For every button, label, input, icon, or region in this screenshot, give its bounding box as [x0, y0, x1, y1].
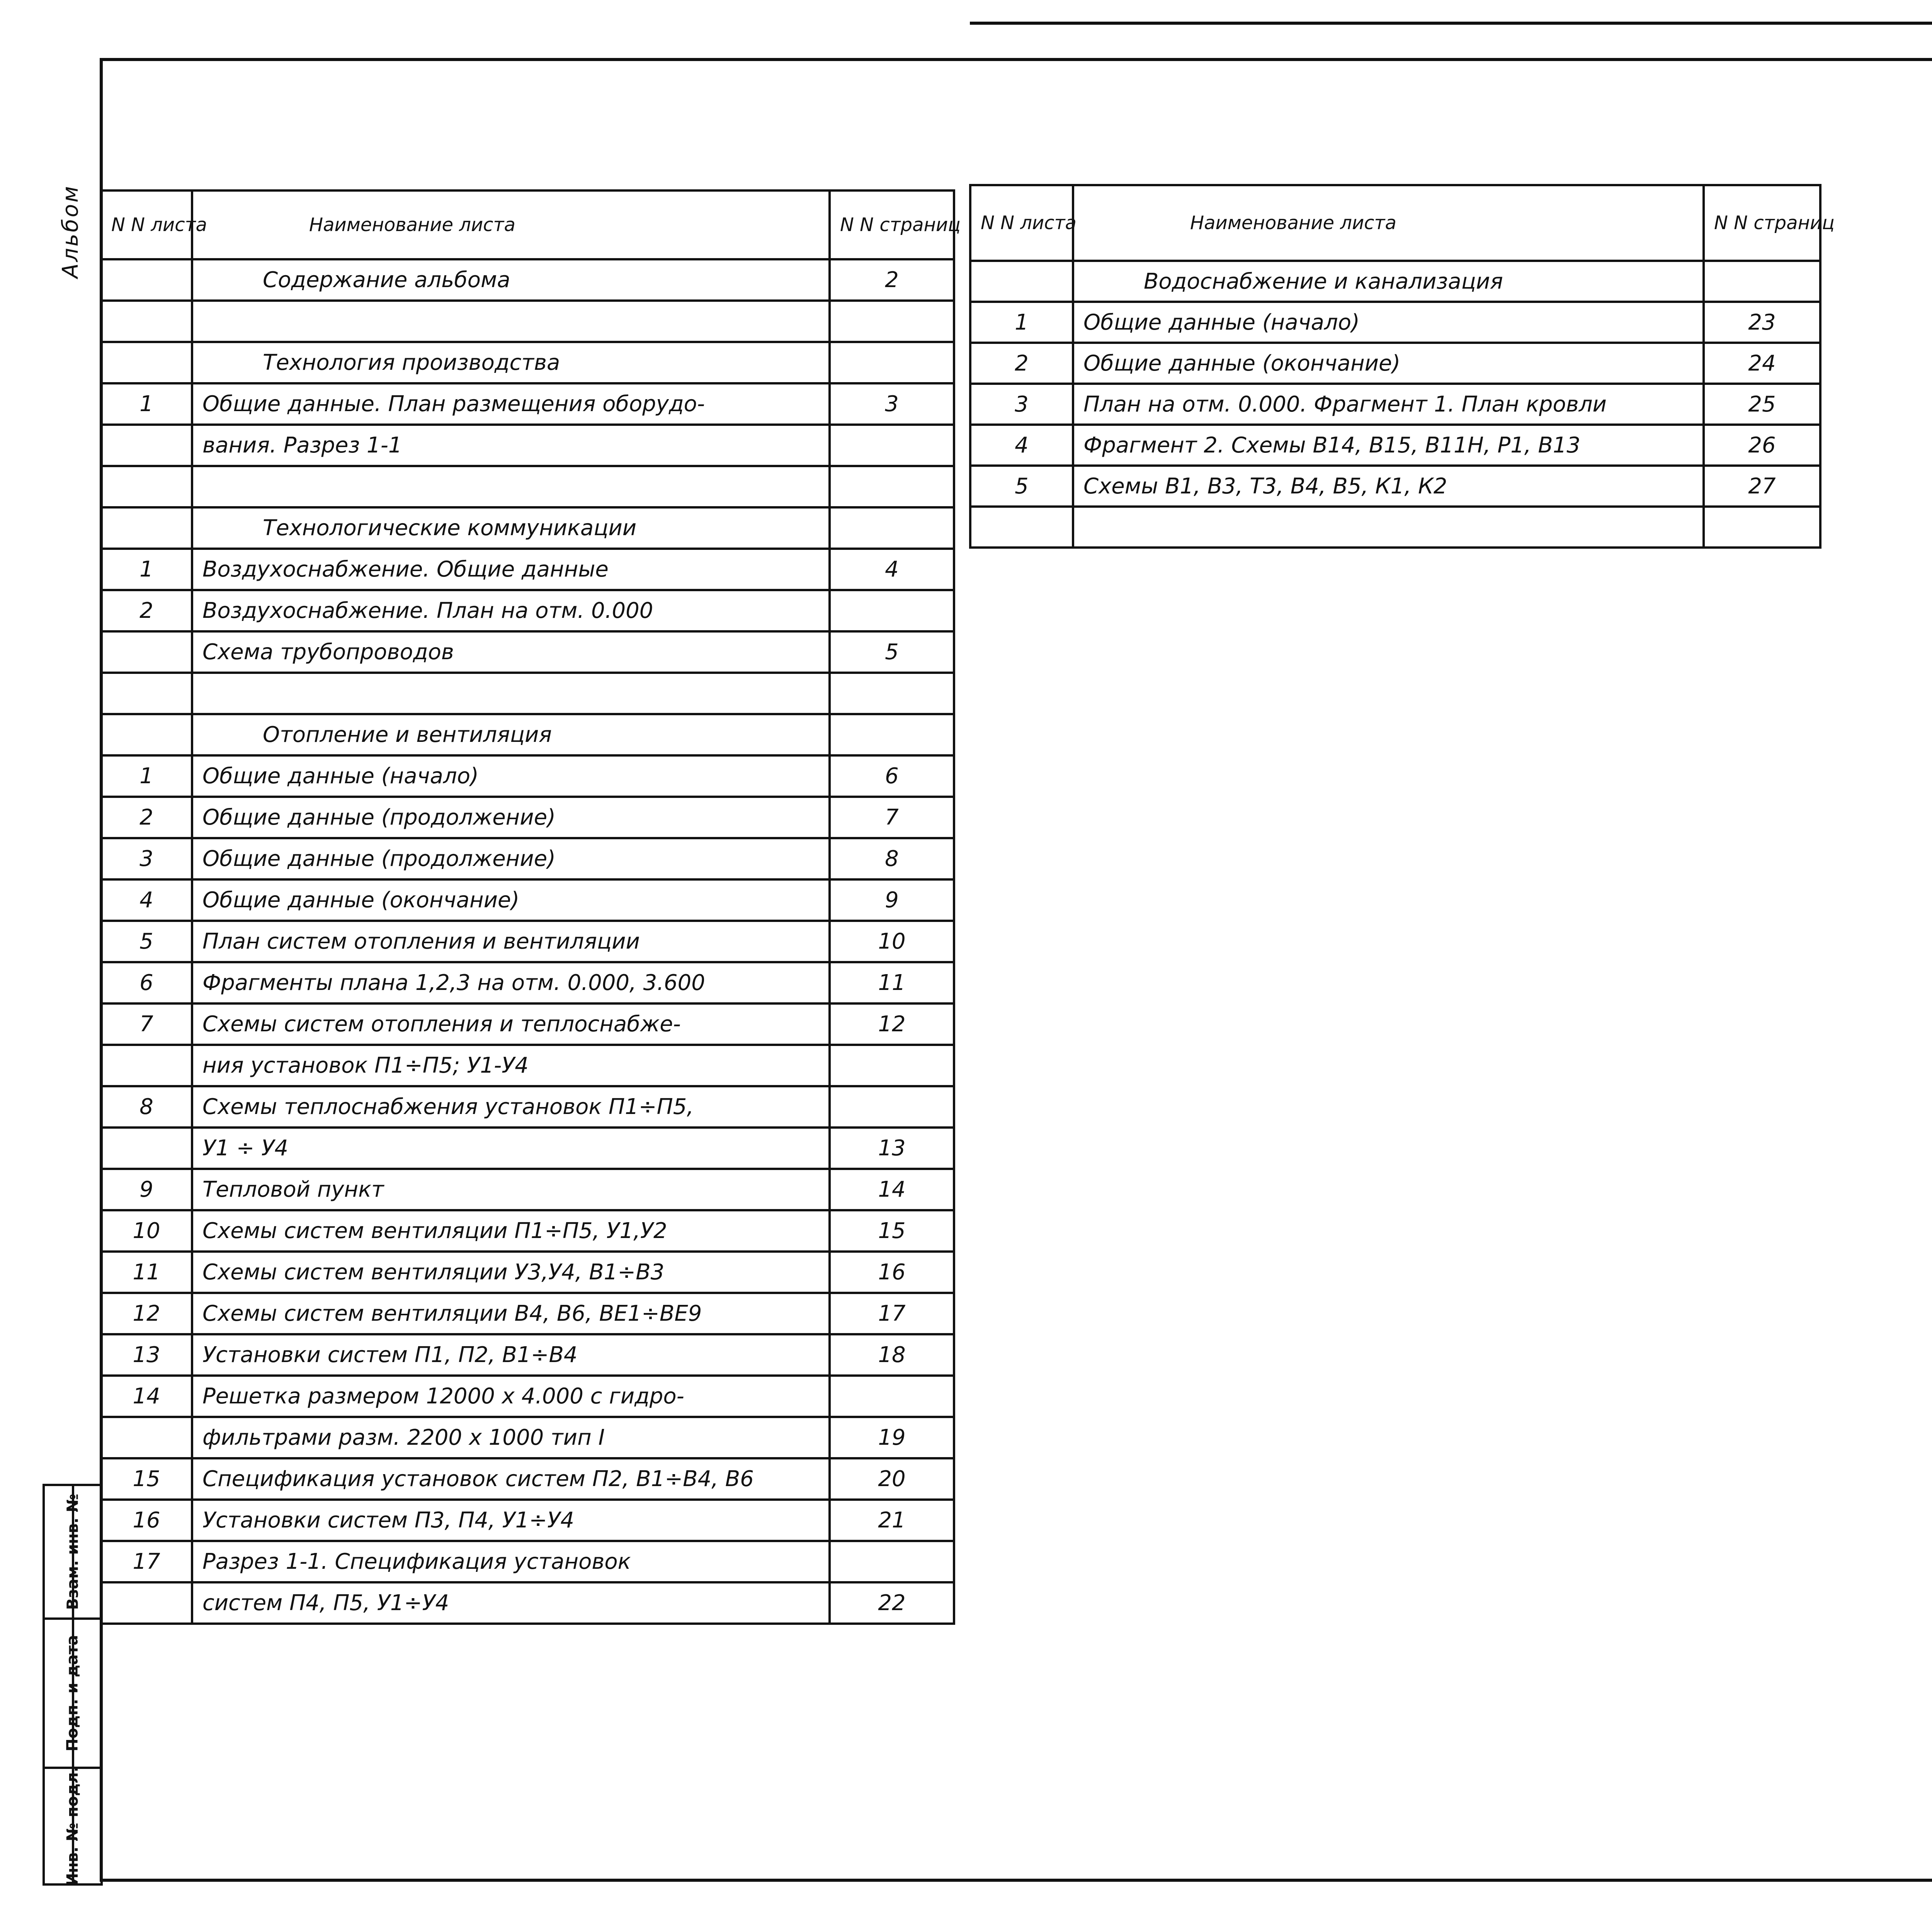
sheet-name-cell [1073, 507, 1704, 548]
page-num-cell [830, 342, 954, 383]
stamp-podp-data [45, 1620, 100, 1767]
sheet-name-cell: Общие данные (начало) [1073, 302, 1704, 343]
sheet-num-cell: 5 [101, 921, 192, 962]
table-row [101, 1376, 954, 1417]
sheet-name-cell: У1 ÷ У4 [192, 1128, 830, 1169]
table-row [101, 342, 954, 383]
sheet-num-cell: 1 [970, 302, 1073, 343]
sheet-name-cell: Общие данные. План размещения оборудо- [192, 383, 830, 425]
sheet-name-cell: Тепловой пункт [192, 1169, 830, 1210]
sheet-num-cell: 7 [101, 1003, 192, 1045]
page-num-cell: 23 [1704, 302, 1820, 343]
table-row [970, 302, 1820, 343]
sheet-num-cell: 5 [970, 466, 1073, 507]
sheet-num-cell [101, 425, 192, 466]
sheet-num-cell [101, 1045, 192, 1086]
sheet-name-cell: Схемы систем вентиляции В4, В6, ВЕ1÷ВЕ9 [192, 1293, 830, 1334]
table-row [101, 259, 954, 301]
sheet-num-cell: 15 [101, 1458, 192, 1500]
table-row [101, 1582, 954, 1624]
header-page-num: N N страниц [830, 190, 954, 259]
page-num-cell: 14 [830, 1169, 954, 1210]
contents-table-right [969, 184, 1835, 549]
table-row [101, 507, 954, 549]
sheet-num-cell [101, 507, 192, 549]
table-row [101, 301, 954, 342]
sheet-name-cell: Разрез 1-1. Спецификация установок [192, 1541, 830, 1582]
sheet-num-cell [101, 1417, 192, 1458]
sheet-name-cell: систем П4, П5, У1÷У4 [192, 1582, 830, 1624]
table-row [101, 1500, 954, 1541]
page-num-cell: 7 [830, 797, 954, 838]
page-num-cell: 9 [830, 879, 954, 921]
sheet-num-cell [101, 714, 192, 755]
sheet-num-cell: 12 [101, 1293, 192, 1334]
sheet-name-cell: Водоснабжение и канализация [1073, 261, 1704, 302]
table-row [101, 1086, 954, 1128]
page-num-cell: 18 [830, 1334, 954, 1376]
page-num-cell [1704, 507, 1820, 548]
page-num-cell: 27 [1704, 466, 1820, 507]
page-num-cell: 3 [830, 383, 954, 425]
sheet-name-cell: фильтрами разм. 2200 х 1000 тип I [192, 1417, 830, 1458]
sheet-name-cell: Схемы теплоснабжения установок П1÷П5, [192, 1086, 830, 1128]
table-row [101, 549, 954, 590]
sheet-name-cell: Решетка размером 12000 х 4.000 с гидро- [192, 1376, 830, 1417]
table-row [101, 755, 954, 797]
header-sheet-num: N N листа [970, 185, 1073, 261]
page-num-cell: 19 [830, 1417, 954, 1458]
sheet-name-cell: Схемы систем вентиляции У3,У4, В1÷В3 [192, 1252, 830, 1293]
sheet-num-cell [101, 342, 192, 383]
sheet-name-cell [192, 466, 830, 507]
sheet-num-cell: 13 [101, 1334, 192, 1376]
page-num-cell: 25 [1704, 384, 1820, 425]
sheet-num-cell [101, 1128, 192, 1169]
sheet-num-cell: 4 [970, 425, 1073, 466]
sheet-name-cell: Воздухоснабжение. Общие данные [192, 549, 830, 590]
table-header [101, 190, 954, 259]
page-num-cell: 26 [1704, 425, 1820, 466]
table-row [101, 673, 954, 714]
page-num-cell [830, 1541, 954, 1582]
sheet-num-cell [101, 1582, 192, 1624]
sheet-num-cell: 1 [101, 549, 192, 590]
page-num-cell [830, 507, 954, 549]
sheet-name-cell: Общие данные (продолжение) [192, 838, 830, 879]
stamp-vzam-inv [45, 1486, 100, 1617]
sheet-name-cell: Спецификация установок систем П2, В1÷В4, В6 [192, 1458, 830, 1500]
header-page-num: N N страниц [1704, 185, 1820, 261]
page-num-cell [830, 1086, 954, 1128]
top-border-line [970, 22, 1932, 25]
table-row [101, 1293, 954, 1334]
sheet-name-cell: вания. Разрез 1-1 [192, 425, 830, 466]
sheet-num-cell [101, 631, 192, 673]
table-row [101, 962, 954, 1003]
sheet-name-cell: Установки систем П1, П2, В1÷В4 [192, 1334, 830, 1376]
sheet-name-cell: План на отм. 0.000. Фрагмент 1. План кровли [1073, 384, 1704, 425]
page-num-cell: 12 [830, 1003, 954, 1045]
table-row [970, 507, 1820, 548]
table-row [101, 1458, 954, 1500]
page-num-cell [830, 1045, 954, 1086]
sheet-name-cell: ния установок П1÷П5; У1-У4 [192, 1045, 830, 1086]
page-num-cell: 10 [830, 921, 954, 962]
sheet-name-cell: Отопление и вентиляция [192, 714, 830, 755]
table-row [101, 714, 954, 755]
sheet-num-cell [970, 261, 1073, 302]
page-num-cell [830, 301, 954, 342]
sheet-num-cell: 11 [101, 1252, 192, 1293]
sheet-num-cell: 2 [970, 343, 1073, 384]
sheet-name-cell: Схемы систем отопления и теплоснабже- [192, 1003, 830, 1045]
header-sheet-num: N N листа [101, 190, 192, 259]
contents-table-left [100, 189, 961, 1625]
sheet-name-cell: Схемы систем вентиляции П1÷П5, У1,У2 [192, 1210, 830, 1252]
table-row [970, 261, 1820, 302]
sheet-name-cell: Фрагменты плана 1,2,3 на отм. 0.000, 3.600 [192, 962, 830, 1003]
sheet-num-cell: 1 [101, 383, 192, 425]
table-row [101, 631, 954, 673]
page-num-cell: 13 [830, 1128, 954, 1169]
page-num-cell [830, 673, 954, 714]
page-num-cell [830, 425, 954, 466]
table-row [101, 797, 954, 838]
sheet-num-cell: 6 [101, 962, 192, 1003]
sheet-num-cell: 17 [101, 1541, 192, 1582]
table-row [101, 425, 954, 466]
page-num-cell: 8 [830, 838, 954, 879]
table-row [101, 1169, 954, 1210]
sheet-num-cell: 1 [101, 755, 192, 797]
page-num-cell: 20 [830, 1458, 954, 1500]
sheet-name-cell: Технологические коммуникации [192, 507, 830, 549]
sheet-name-cell: Установки систем П3, П4, У1÷У4 [192, 1500, 830, 1541]
stamp-inv-podl-text: Инв. № подл. [64, 1766, 82, 1886]
sheet-name-cell: Схемы В1, В3, Т3, В4, В5, К1, К2 [1073, 466, 1704, 507]
table-row [970, 466, 1820, 507]
sheet-name-cell: Общие данные (продолжение) [192, 797, 830, 838]
sheet-name-cell: Содержание альбома [192, 259, 830, 301]
table-row [101, 1210, 954, 1252]
sheet-name-cell [192, 673, 830, 714]
sheet-num-cell: 9 [101, 1169, 192, 1210]
table-row [101, 1128, 954, 1169]
sheet-name-cell: Общие данные (окончание) [192, 879, 830, 921]
page-num-cell: 4 [830, 549, 954, 590]
stamp-podp-data-text: Подп. и дата [64, 1635, 82, 1752]
sheet-num-cell: 10 [101, 1210, 192, 1252]
sheet-name-cell: Технология производства [192, 342, 830, 383]
table-row [101, 1334, 954, 1376]
page-num-cell: 11 [830, 962, 954, 1003]
table-row [101, 1541, 954, 1582]
table-row [101, 921, 954, 962]
sheet-num-cell: 14 [101, 1376, 192, 1417]
page-num-cell [830, 590, 954, 631]
page-num-cell [830, 1376, 954, 1417]
table-row [970, 384, 1820, 425]
page-num-cell: 24 [1704, 343, 1820, 384]
table-header [970, 185, 1820, 261]
page-num-cell: 6 [830, 755, 954, 797]
page-num-cell: 2 [830, 259, 954, 301]
sheet-name-cell: Схема трубопроводов [192, 631, 830, 673]
sheet-num-cell: 16 [101, 1500, 192, 1541]
sheet-name-cell: Воздухоснабжение. План на отм. 0.000 [192, 590, 830, 631]
page-num-cell: 16 [830, 1252, 954, 1293]
table-row [101, 1417, 954, 1458]
sheet-num-cell: 2 [101, 797, 192, 838]
sheet-num-cell: 3 [101, 838, 192, 879]
table-row [970, 343, 1820, 384]
page-num-cell [830, 714, 954, 755]
header-sheet-title: Наименование листа [1073, 185, 1704, 261]
sheet-num-cell: 8 [101, 1086, 192, 1128]
sheet-name-cell: Общие данные (начало) [192, 755, 830, 797]
page-num-cell: 22 [830, 1582, 954, 1624]
page-num-cell: 17 [830, 1293, 954, 1334]
sheet-num-cell [101, 301, 192, 342]
sheet-num-cell: 3 [970, 384, 1073, 425]
page-num-cell: 21 [830, 1500, 954, 1541]
table-row [101, 1252, 954, 1293]
page-num-cell [830, 466, 954, 507]
page-num-cell: 15 [830, 1210, 954, 1252]
header-sheet-title: Наименование листа [192, 190, 830, 259]
sheet-num-cell [101, 466, 192, 507]
table-row [101, 1003, 954, 1045]
album-label: Альбом [58, 184, 83, 278]
sheet-num-cell [101, 673, 192, 714]
sheet-name-cell: План систем отопления и вентиляции [192, 921, 830, 962]
stamp-inv-podl [45, 1766, 100, 1886]
page-num-cell: 5 [830, 631, 954, 673]
table-row [101, 838, 954, 879]
table-row [101, 590, 954, 631]
sheet-num-cell: 4 [101, 879, 192, 921]
approval-stamp [43, 1484, 103, 1886]
table-row [101, 466, 954, 507]
sheet-num-cell [970, 507, 1073, 548]
page-num-cell [1704, 261, 1820, 302]
sheet-num-cell [101, 259, 192, 301]
table-row [101, 1045, 954, 1086]
sheet-name-cell: Фрагмент 2. Схемы В14, В15, В11Н, Р1, В13 [1073, 425, 1704, 466]
sheet-num-cell: 2 [101, 590, 192, 631]
sheet-name-cell: Общие данные (окончание) [1073, 343, 1704, 384]
sheet-name-cell [192, 301, 830, 342]
table-row [101, 879, 954, 921]
table-row [970, 425, 1820, 466]
table-row [101, 383, 954, 425]
stamp-vzam-inv-text: Взам. инв. № [64, 1493, 82, 1610]
